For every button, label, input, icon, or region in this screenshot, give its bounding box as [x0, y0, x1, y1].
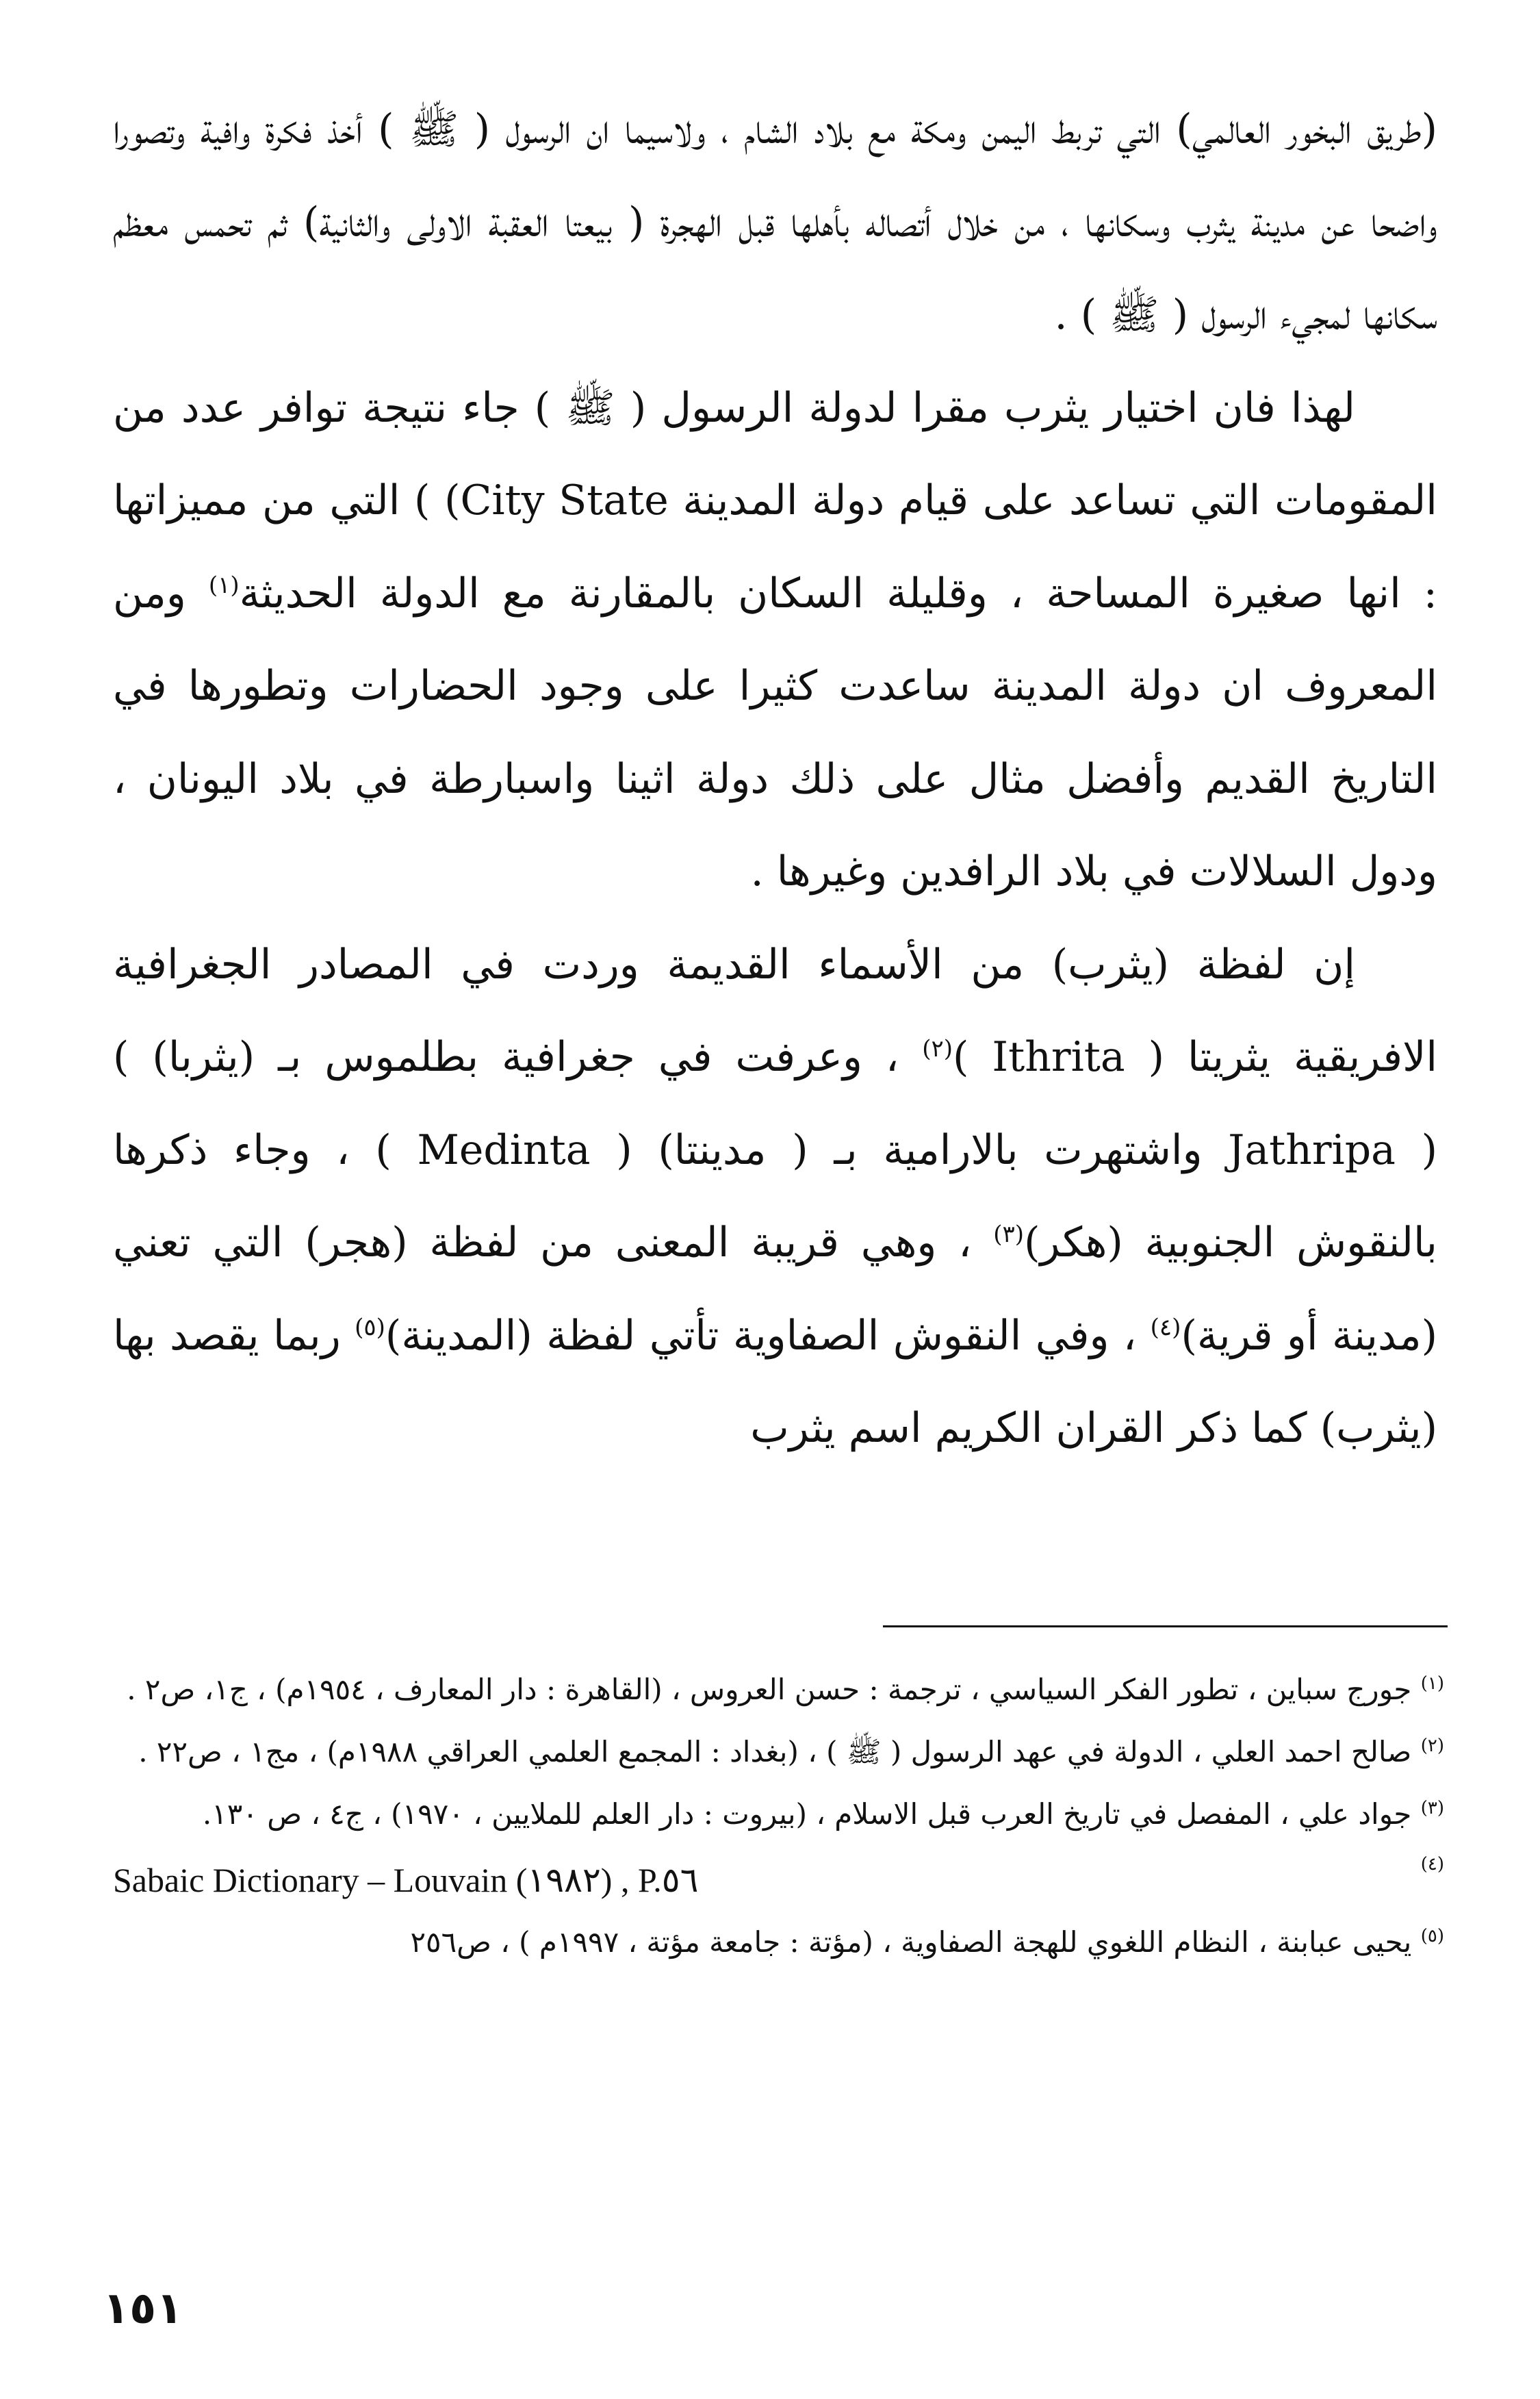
footnote-4-text: Sabaic Dictionary – Louvain (١٩٨٢) , P.٥٦	[113, 1861, 699, 1899]
footnote-2-number: (٢)	[1420, 1736, 1444, 1756]
footnote-5-text: يحيى عبابنة ، النظام اللغوي للهجة الصفاوية ، (مؤتة : جامعة مؤتة ، ١٩٩٧م ) ، ص٢٥٦	[410, 1925, 1412, 1959]
paragraph-2-part-a: لهذا فان اختيار يثرب مقرا لدولة الرسول ( ﷺ ) جاء نتيجة توافر عدد من المقومات التي تساعد على قيام دولة المدينة	[113, 383, 1437, 524]
term-jathripa: ( Jathripa )	[113, 1033, 1438, 1174]
paragraph-3-part-d: ، وجاء ذكرها بالنقوش الجنوبية (هكر)	[113, 1126, 1437, 1267]
footnote-separator	[883, 1625, 1448, 1627]
footnote-ref-4: (٤)	[1150, 1313, 1181, 1341]
paragraph-2	[113, 362, 1437, 919]
footnote-3	[113, 1788, 1444, 1840]
term-medinta: ( Medinta )	[375, 1126, 632, 1174]
paragraph-3-part-e: ، وهي قريبة المعنى من لفظة (هجر) التي تعني (مدينة أو قرية)	[113, 1219, 1437, 1360]
footnote-2	[113, 1726, 1444, 1777]
paragraph-3-part-b: ، وعرفت في جغرافية بطلموس بـ (يثربا)	[152, 1033, 923, 1081]
paragraph-2-part-b: ) التي من مميزاتها : انها صغيرة المساحة ، وقليلة السكان بالمقارنة مع الدولة الحديثة	[113, 477, 1438, 618]
footnote-1-text: جورج سباين ، تطور الفكر السياسي ، ترجمة : حسن العروس ، (القاهرة : دار المعارف ، ١٩٥٤م) ، ج١، ص٢ .	[127, 1673, 1412, 1706]
footnote-5	[113, 1916, 1444, 1968]
footnote-5-number: (٥)	[1420, 1926, 1444, 1946]
paragraph-2-part-c: ومن المعروف ان دولة المدينة ساعدت كثيرا على وجود الحضارات وتطورها في التاريخ القديم وأفضل مثال على ذلك دولة اثينا واسبارطة في بلاد اليونان ، ودول السلالات في بلاد الرافدين وغيرها .	[113, 569, 1437, 896]
footnote-3-number: (٣)	[1420, 1798, 1444, 1818]
footnote-1-number: (١)	[1420, 1673, 1444, 1694]
paragraph-3	[113, 919, 1437, 1475]
paragraph-3-part-c: واشتهرت بالارامية بـ ( مدينتا)	[658, 1126, 1229, 1174]
footnotes	[113, 1664, 1444, 1979]
term-city-state: (City State	[444, 477, 669, 524]
paragraph-3-part-a: إن لفظة (يثرب) من الأسماء القديمة وردت في المصادر الجغرافية الافريقية يثريتا	[113, 940, 1437, 1081]
footnote-ref-5: (٥)	[355, 1313, 385, 1341]
footnote-ref-2: (٢)	[922, 1035, 953, 1063]
main-text	[113, 84, 1437, 1475]
footnote-ref-1: (١)	[208, 571, 240, 599]
footnote-4-number: (٤)	[1420, 1854, 1444, 1875]
page-number: ١٥١	[103, 2283, 183, 2334]
term-ithrita: ( Ithrita )	[953, 1033, 1165, 1081]
paragraph-3-part-g: ربما يقصد بها (يثرب) كما ذكر القران الكريم اسم يثرب	[113, 1311, 1437, 1452]
footnote-3-text: جواد علي ، المفصل في تاريخ العرب قبل الاسلام ، (بيروت : دار العلم للملايين ، ١٩٧٠) ، ج٤ ، ص ١٣٠.	[202, 1797, 1412, 1831]
paragraph-1: (طريق البخور العالمي) التي تربط اليمن ومكة مع بلاد الشام ، ولاسيما ان الرسول ( ﷺ ) أخذ فكرة وافية وتصورا واضحا عن مدينة يثرب وسكانها ، من خلال أتصاله بأهلها قبل الهجرة ( بيعتا العقبة الاولى والثانية) ثم تحمس معظم سكانها لمجيء الرسول ( ﷺ ) .	[113, 105, 1437, 339]
paragraph-3-part-f: ، وفي النقوش الصفاوية تأتي لفظة (المدينة)	[385, 1311, 1151, 1360]
footnote-1	[113, 1664, 1444, 1715]
footnote-2-text: صالح احمد العلي ، الدولة في عهد الرسول ( ﷺ ) ، (بغداد : المجمع العلمي العراقي ١٩٨٨م) ، مج١ ، ص٢٢ .	[138, 1735, 1412, 1768]
footnote-4	[113, 1851, 1444, 1909]
footnote-ref-3: (٣)	[993, 1221, 1025, 1248]
